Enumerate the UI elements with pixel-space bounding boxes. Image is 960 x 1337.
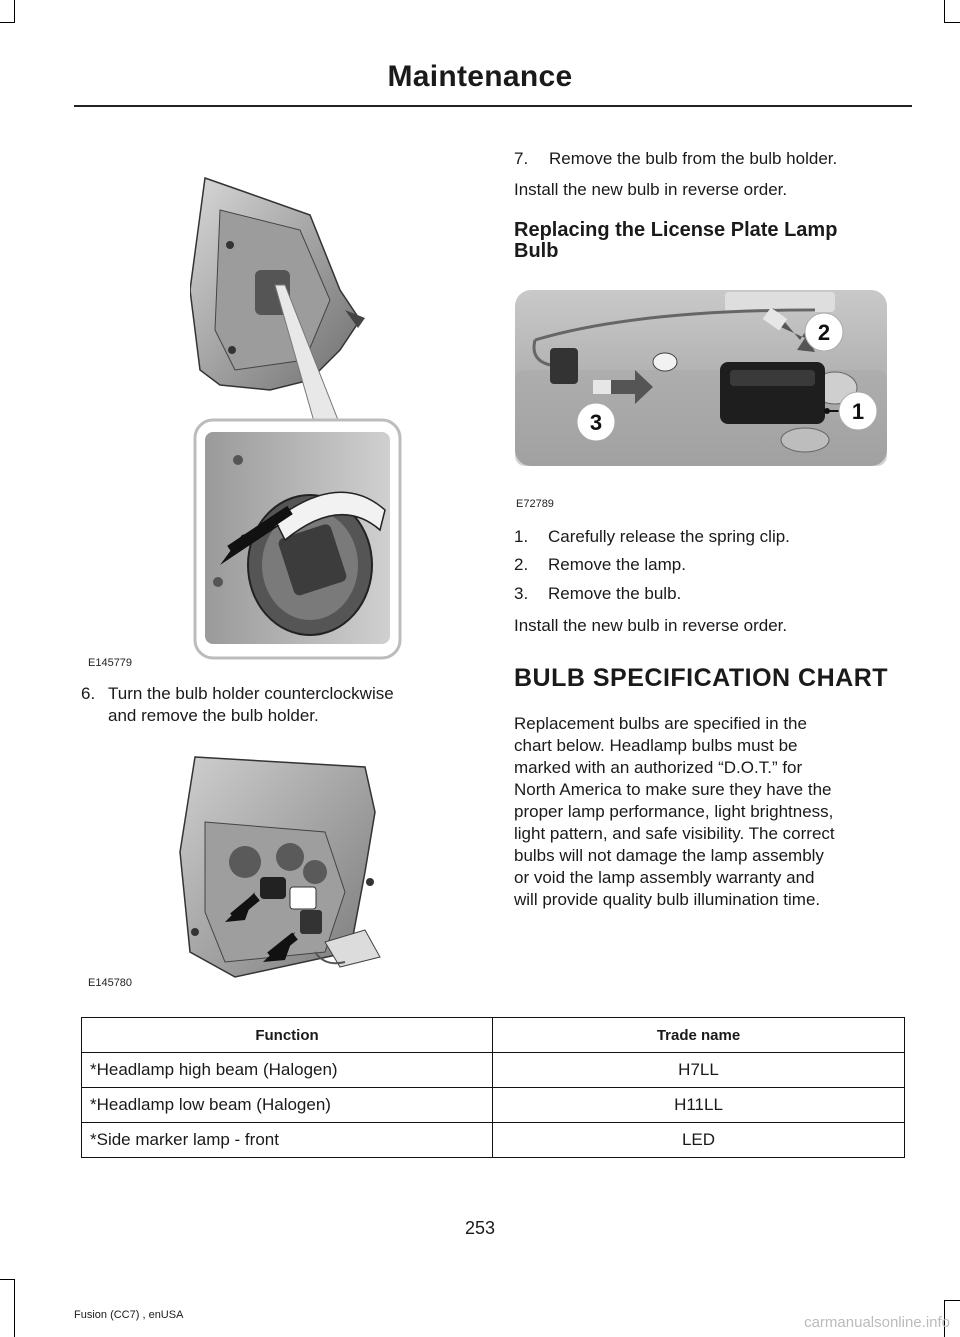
table-row (82, 1088, 905, 1123)
heading-line: Bulb (514, 240, 559, 262)
crop-mark-tl-h (0, 22, 15, 23)
column-header-trade-name: Trade name (493, 1018, 905, 1053)
figure-license-lamp (515, 290, 887, 466)
step-number: 7. (514, 149, 529, 168)
step-text: Remove the bulb from the bulb holder. (549, 149, 838, 168)
heading-line: Replacing the License Plate Lamp (514, 219, 838, 241)
step-text-line1: Turn the bulb holder counterclockwise (108, 684, 394, 703)
step-text: Carefully release the spring clip. (548, 527, 790, 546)
cell-trade-name: H7LL (493, 1053, 905, 1088)
crop-mark-bl-h (0, 1279, 15, 1280)
install-instruction: Install the new bulb in reverse order. (514, 616, 788, 635)
step-number: 2. (514, 555, 529, 574)
step-number: 3. (514, 584, 529, 603)
callout-1: 1 (851, 399, 865, 424)
figure-bulb-holder (175, 752, 405, 987)
table-row (82, 1123, 905, 1158)
cell-trade-name: H11LL (493, 1088, 905, 1123)
crop-mark-tl-v (14, 0, 15, 22)
paragraph-line: proper lamp performance, light brightness, (514, 802, 834, 821)
step-text: Remove the bulb. (548, 584, 682, 603)
license-plate-heading (514, 220, 914, 262)
paragraph-line: or void the lamp assembly warranty and (514, 868, 815, 887)
cell-function: *Headlamp high beam (Halogen) (82, 1053, 493, 1088)
cell-function: *Side marker lamp - front (82, 1123, 493, 1158)
callout-3: 3 (589, 410, 603, 435)
bulb-chart-paragraph (514, 713, 924, 911)
crop-mark-br-h (944, 1300, 960, 1301)
footer-model-text: Fusion (CC7) , enUSA (74, 1309, 184, 1321)
table-header-row (82, 1018, 905, 1053)
crop-mark-tr-v (944, 0, 945, 22)
figure-code-e145780: E145780 (88, 977, 133, 989)
step-text: Remove the lamp. (548, 555, 686, 574)
bulb-spec-table (81, 1017, 905, 1158)
paragraph-line: marked with an authorized “D.O.T.” for (514, 758, 803, 777)
bulb-chart-heading: BULB SPECIFICATION CHART (514, 664, 889, 692)
paragraph-line: bulbs will not damage the lamp assembly (514, 846, 824, 865)
crop-mark-tr-h (944, 22, 960, 23)
watermark-text: carmanualsonline.info (804, 1314, 950, 1331)
callout-2: 2 (817, 320, 831, 345)
cell-trade-name: LED (493, 1123, 905, 1158)
crop-mark-bl-v (14, 1279, 15, 1337)
figure-taillamp-rear (190, 170, 405, 660)
figure-code-e72789: E72789 (516, 498, 554, 510)
paragraph-line: chart below. Headlamp bulbs must be (514, 736, 798, 755)
table-row (82, 1053, 905, 1088)
paragraph-line: will provide quality bulb illumination time. (514, 890, 821, 909)
header-rule (74, 105, 912, 107)
column-header-function: Function (82, 1018, 493, 1053)
cell-function: *Headlamp low beam (Halogen) (82, 1088, 493, 1123)
paragraph-line: light pattern, and safe visibility. The correct (514, 824, 835, 843)
figure-code-e145779: E145779 (88, 657, 133, 669)
page-header-title: Maintenance (387, 60, 573, 93)
paragraph-line: North America to make sure they have the (514, 780, 832, 799)
step-number: 6. (81, 684, 96, 703)
install-instruction: Install the new bulb in reverse order. (514, 180, 788, 199)
paragraph-line: Replacement bulbs are specified in the (514, 714, 807, 733)
step-number: 1. (514, 527, 529, 546)
step-text-line2: and remove the bulb holder. (108, 706, 319, 725)
page-number: 253 (464, 1218, 496, 1238)
